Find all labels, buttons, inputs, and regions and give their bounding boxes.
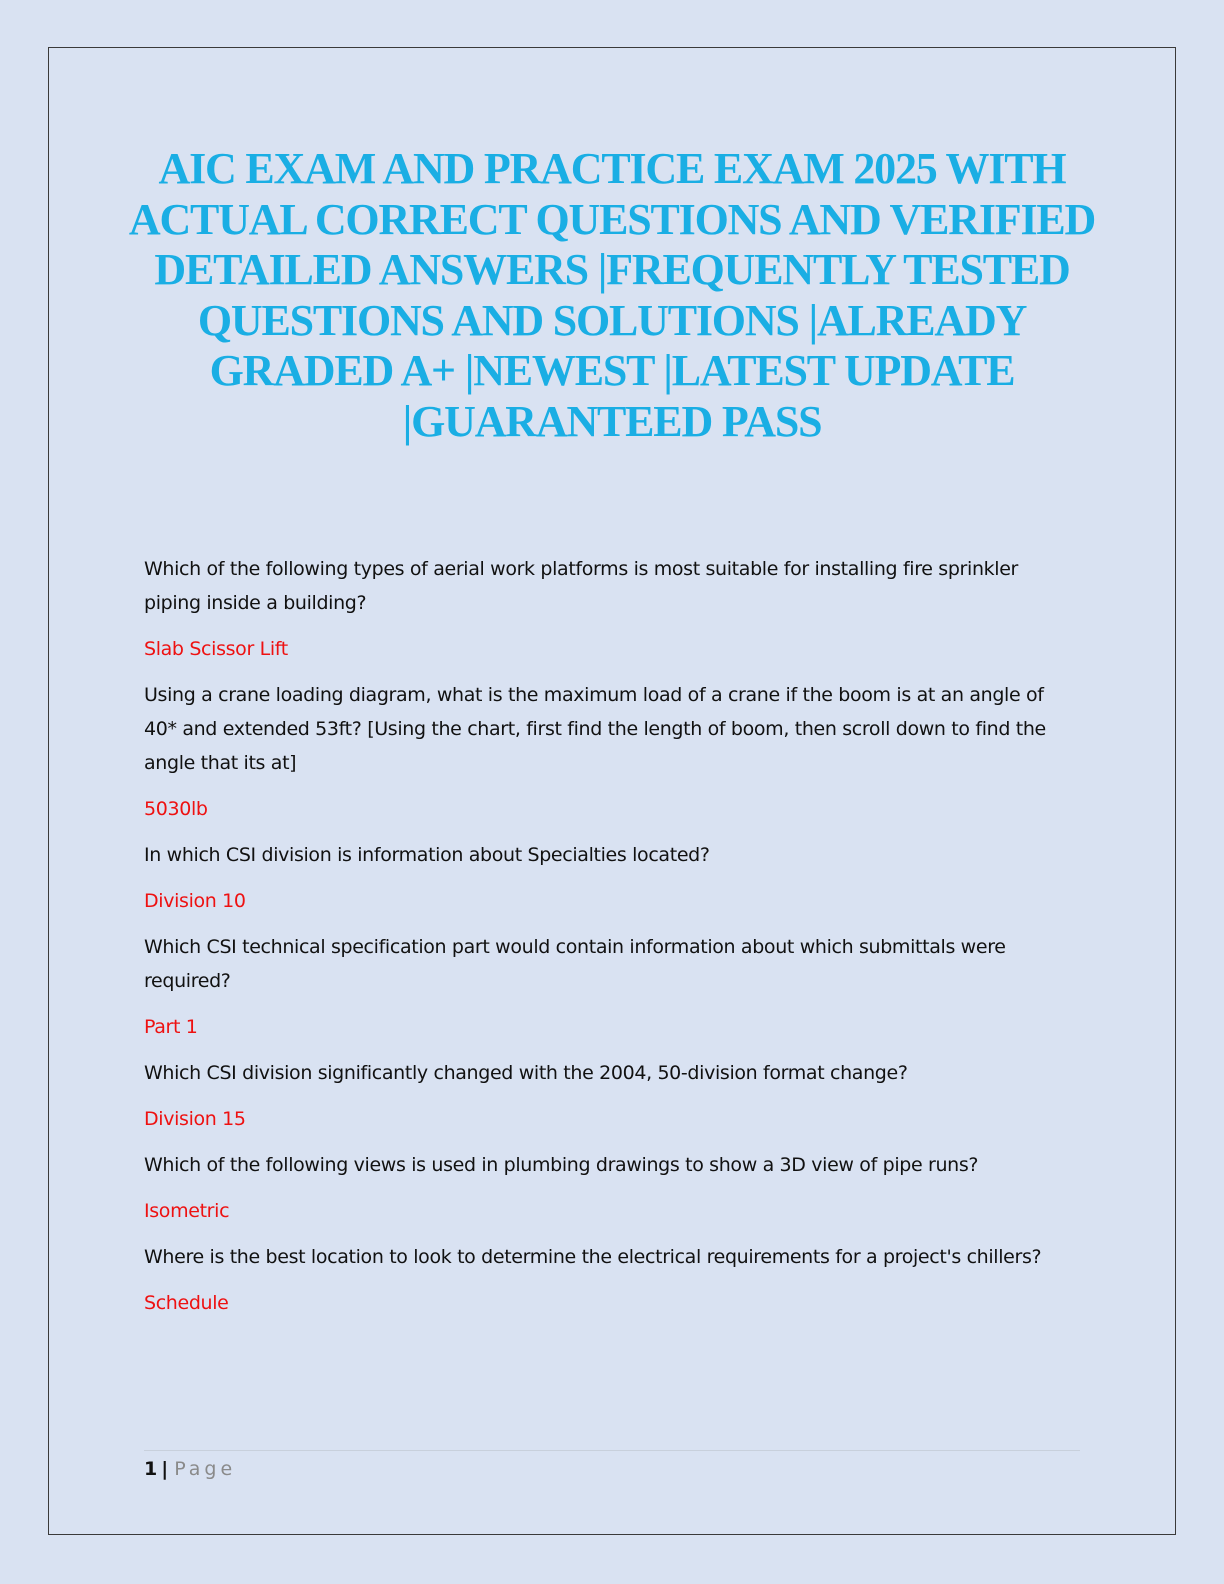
answer-7: Schedule <box>144 1292 229 1314</box>
answer-1: Slab Scissor Lift <box>144 638 288 660</box>
footer-divider <box>144 1450 1080 1451</box>
answer-3: Division 10 <box>144 890 246 912</box>
page-footer <box>144 1455 236 1483</box>
question-7: Where is the best location to look to determine the electrical requirements for a project's chillers? <box>144 1246 1042 1268</box>
page-label: Page <box>174 1458 237 1480</box>
answer-5: Division 15 <box>144 1108 246 1130</box>
question-2: Using a crane loading diagram, what is the maximum load of a crane if the boom is at an angle of 40* and extended 53ft? [Using the chart, first find the length of boom, then scroll down to find the angle that its at] <box>144 684 1046 774</box>
question-5: Which CSI division significantly changed with the 2004, 50-division format change? <box>144 1062 908 1084</box>
question-6: Which of the following views is used in plumbing drawings to show a 3D view of pipe runs? <box>144 1154 979 1176</box>
footer-separator: | <box>161 1458 169 1480</box>
page-number: 1 <box>144 1458 158 1480</box>
question-1: Which of the following types of aerial work platforms is most suitable for installing fire sprinkler piping inside a building? <box>144 558 1019 614</box>
question-3: In which CSI division is information about Specialties located? <box>144 844 710 866</box>
document-title: AIC EXAM AND PRACTICE EXAM 2025 WITH ACTUAL CORRECT QUESTIONS AND VERIFIED DETAILED ANSWERS |FREQUENTLY TESTED QUESTIONS AND SOLUTIONS |ALREADY GRADED A+ |NEWEST |LATEST UPDATE |GUARANTEED PASS <box>128 144 1096 446</box>
qa-list <box>144 552 1079 1332</box>
answer-2: 5030lb <box>144 798 208 820</box>
answer-4: Part 1 <box>144 1016 198 1038</box>
question-4: Which CSI technical specification part would contain information about which submittals were required? <box>144 936 1006 992</box>
answer-6: Isometric <box>144 1200 230 1222</box>
